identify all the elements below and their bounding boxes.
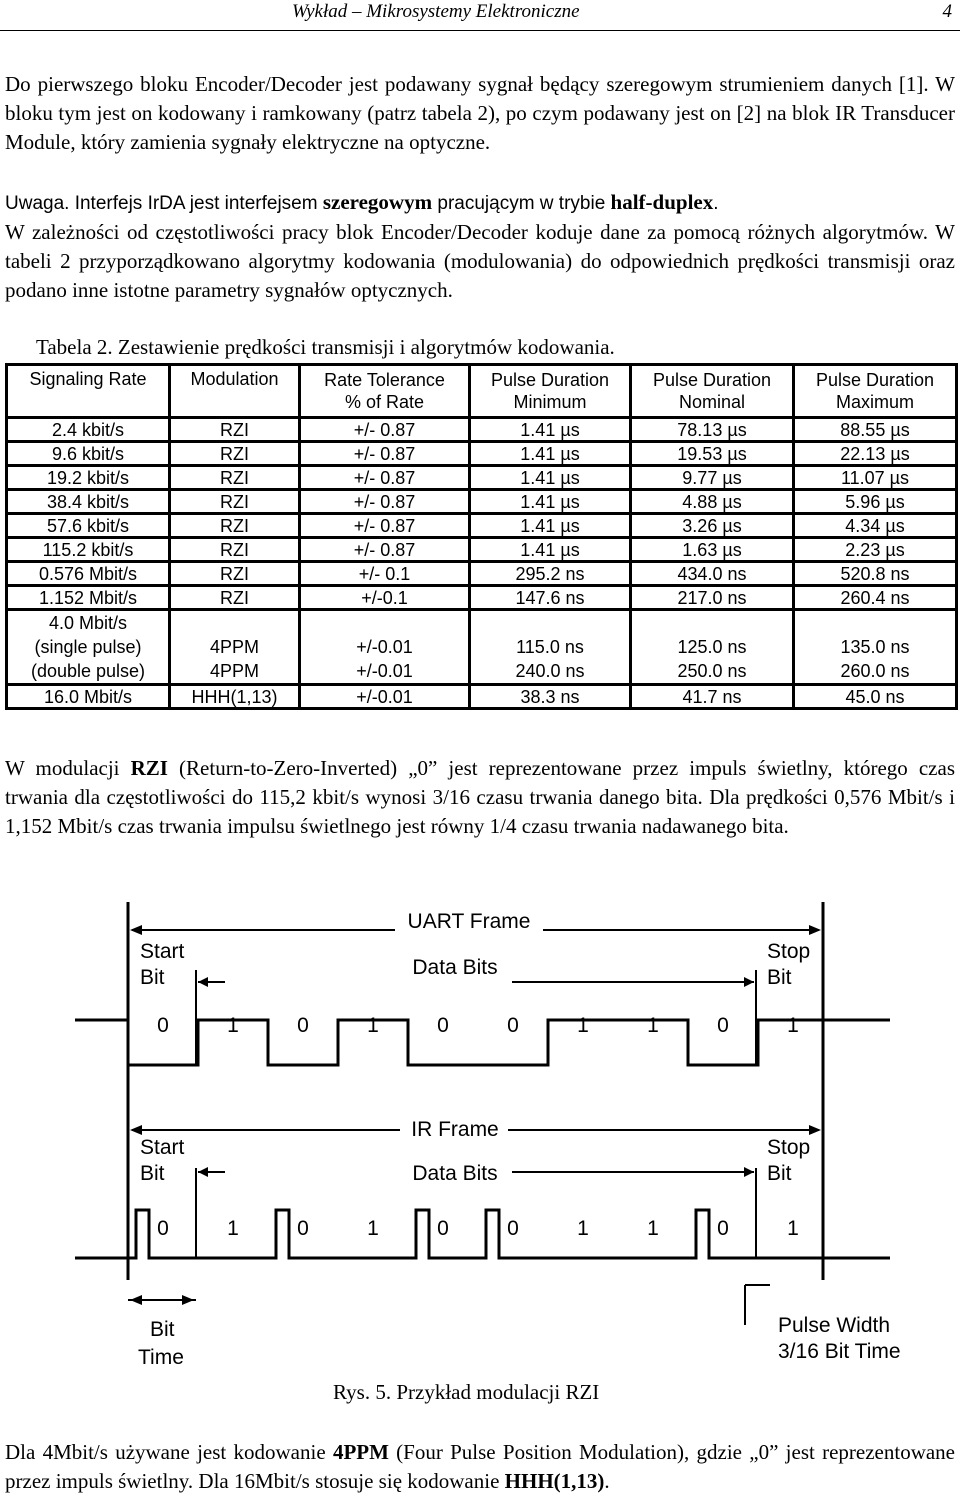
arrowhead [198,1167,208,1177]
rzi-lead: W modulacji [5,756,131,780]
ir-bit-value: 0 [507,1217,519,1240]
arrowhead [809,925,821,935]
arrowhead [130,1125,142,1135]
note-lead: Uwaga. Interfejs IrDA jest interfejsem [5,193,323,214]
ir-data-bits-label: Data Bits [412,1162,498,1185]
uart-stop-label: Stop [767,940,811,963]
uart-bit-value: 1 [367,1014,379,1037]
note-paragraph [5,188,955,218]
uart-waveform [75,1020,890,1065]
ir-bit-value: 0 [437,1217,449,1240]
note-mid: pracującym w trybie [432,193,611,214]
header-title: Wykład – Mikrosystemy Elektroniczne [292,1,580,22]
ir-start-label: Start [140,1136,185,1159]
paragraph-algorithms: W zależności od częstotliwości pracy blok Encoder/Decoder koduje dane za pomocą różnych algorytmów. W tabeli 2 przyporządkowano algorytmy kodowania (modulowania) do odpowiednich prędkości transmisji oraz podano inne istotne parametry sygnałów optycznych. [5,220,955,302]
uart-frame-title: UART Frame [407,910,531,933]
ir-stop-label: Stop [767,1136,811,1159]
ppm-bold-hhh: HHH(1,13) [504,1469,605,1493]
uart-bit-value: 0 [507,1014,519,1037]
rzi-rest: (Return-to-Zero-Inverted) „0” jest reprezentowane przez impuls świetlny, którego czas trwania dla częstotliwości do 115,2 kbit/s wynosi 3/16 czasu trwania danego bita. Dla prędkości 0,576 Mbit/s i 1,152 Mbit/s czas trwania impulsu świetlnego jest równy 1/4 czasu trwania nadawanego bita. [5,756,955,838]
ir-bit-value: 1 [647,1217,659,1240]
table-row-4mbit: 4.0 Mbit/s (single pulse) (double pulse) 4PPM 4PPM +/-0.01 +/-0.01 115.0 ns 240.0 ns 125.0 ns 250.0 ns 135.0 ns 260.0 ns [7,610,957,685]
paragraph-rzi [5,754,955,841]
ppm-mid: (Four Pulse Position Modulation), gdzie „0” jest reprezentowane przez impuls świetlny. Dla 16Mbit/s stosuje się kodowanie [5,1440,955,1493]
arrowhead [182,1295,194,1305]
bit-time-label: Bit [150,1318,175,1341]
pulse-width-label-2: 3/16 Bit Time [778,1340,901,1363]
uart-data-bits-label: Data Bits [412,956,498,979]
table-row: 19.2 kbit/s RZI +/- 0.87 1.41 µs 9.77 µs 11.07 µs [7,466,957,490]
header-pulse-nominal: Pulse Duration Nominal [631,365,794,418]
ir-bit-value: 0 [297,1217,309,1240]
header-modulation: Modulation [170,365,300,418]
header-rate-tolerance: Rate Tolerance % of Rate [300,365,470,418]
uart-stop-label-2: Bit [767,966,792,989]
ir-bit-value: 1 [227,1217,239,1240]
ir-waveform [75,1210,890,1258]
note-end: . [713,193,719,214]
table-caption: Tabela 2. Zestawienie prędkości transmisji i algorytmów kodowania. [36,335,615,359]
rzi-bold: RZI [130,756,168,780]
uart-bit-value: 0 [157,1014,169,1037]
uart-bit-value: 0 [297,1014,309,1037]
paragraph-intro: Do pierwszego bloku Encoder/Decoder jest podawany sygnał będący szeregowym strumieniem danych [1]. W bloku tym jest on kodowany i ramkowany (patrz tabela 2), po czym podawany jest on [2] na blok IR Transducer Module, który zamienia sygnały elektryczne na optyczne. [5,72,955,154]
uart-bit-value: 1 [647,1014,659,1037]
arrowhead [130,925,142,935]
uart-bit-value: 0 [717,1014,729,1037]
ppm-end: . [604,1469,610,1493]
ir-frame-title: IR Frame [411,1118,499,1141]
rates-table [5,363,958,710]
table-row: 9.6 kbit/s RZI +/- 0.87 1.41 µs 19.53 µs 22.13 µs [7,442,957,466]
table-row: 115.2 kbit/s RZI +/- 0.87 1.41 µs 1.63 µs 2.23 µs [7,538,957,562]
table-row: 0.576 Mbit/s RZI +/- 0.1 295.2 ns 434.0 ns 520.8 ns [7,562,957,586]
figure-caption: Rys. 5. Przykład modulacji RZI [333,1380,600,1404]
arrowhead [130,1295,142,1305]
uart-bit-value: 0 [437,1014,449,1037]
page-header [0,0,960,31]
arrowhead [744,1167,754,1177]
table-row: 38.4 kbit/s RZI +/- 0.87 1.41 µs 4.88 µs 5.96 µs [7,490,957,514]
rzi-modulation-diagram [0,880,960,1380]
page-number: 4 [942,1,952,22]
table-row: 1.152 Mbit/s RZI +/-0.1 147.6 ns 217.0 ns 260.4 ns [7,586,957,610]
uart-start-label: Start [140,940,185,963]
header-pulse-min: Pulse Duration Minimum [470,365,631,418]
table-row: 2.4 kbit/s RZI +/- 0.87 1.41 µs 78.13 µs 88.55 µs [7,418,957,442]
ppm-bold-4ppm: 4PPM [332,1440,389,1464]
ir-bit-value: 1 [367,1217,379,1240]
header-pulse-max: Pulse Duration Maximum [794,365,957,418]
ppm-lead: Dla 4Mbit/s używane jest kodowanie [5,1440,333,1464]
arrowhead [809,1125,821,1135]
uart-bit-value: 1 [577,1014,589,1037]
ir-bit-value: 1 [577,1217,589,1240]
table-row: 57.6 kbit/s RZI +/- 0.87 1.41 µs 3.26 µs 4.34 µs [7,514,957,538]
pulse-width-label: Pulse Width [778,1314,891,1337]
arrowhead [198,977,208,987]
uart-start-label-2: Bit [140,966,165,989]
table-row: 16.0 Mbit/s HHH(1,13) +/-0.01 38.3 ns 41.7 ns 45.0 ns [7,685,957,709]
uart-bit-value: 1 [787,1014,799,1037]
ir-stop-label-2: Bit [767,1162,792,1185]
ir-start-label-2: Bit [140,1162,165,1185]
paragraph-4ppm [5,1438,955,1496]
bit-time-label-2: Time [138,1346,184,1369]
ir-bit-value: 1 [787,1217,799,1240]
header-signaling-rate: Signaling Rate [7,365,170,418]
ir-bit-value: 0 [157,1217,169,1240]
note-bold-half-duplex: half-duplex [610,190,714,214]
uart-bit-value: 1 [227,1014,239,1037]
note-bold-serial: szeregowym [322,190,433,214]
arrowhead [744,977,754,987]
table-header-row [7,365,957,418]
ir-bit-value: 0 [717,1217,729,1240]
